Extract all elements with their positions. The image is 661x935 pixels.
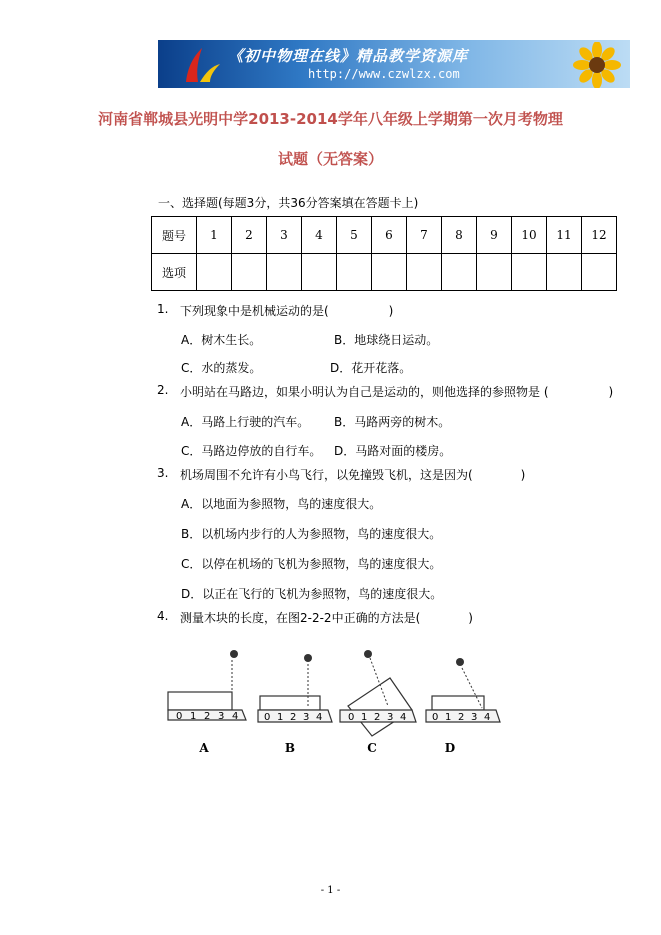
question-1-option-c: C．水的蒸发。 — [181, 361, 262, 375]
ruler-tick-label: 1 — [445, 712, 452, 723]
answer-cell — [302, 254, 337, 291]
ruler-tick-label: 3 — [303, 712, 310, 723]
ruler-tick-label: 3 — [218, 711, 225, 722]
answer-cell — [547, 254, 582, 291]
answer-table — [151, 216, 617, 291]
table-cell: 5 — [337, 217, 372, 254]
question-3-number: 3. — [157, 466, 169, 480]
table-header-cell: 选项 — [152, 254, 197, 291]
question-1-option-a: A．树木生长。 — [181, 333, 262, 347]
answer-cell — [337, 254, 372, 291]
page-title-line1: 河南省郸城县光明中学2013-2014学年八年级上学期第一次月考物理 — [98, 110, 563, 128]
table-cell: 1 — [197, 217, 232, 254]
table-row — [152, 254, 617, 291]
table-cell: 6 — [372, 217, 407, 254]
figure-option-a — [168, 650, 246, 755]
answer-cell — [407, 254, 442, 291]
answer-cell — [512, 254, 547, 291]
section-heading: 一、选择题(每题3分，共36分答案填在答题卡上) — [158, 196, 419, 210]
question-1-option-d: D．花开花落。 — [330, 361, 412, 375]
ruler-tick-label: 0 — [348, 712, 355, 723]
table-cell: 7 — [407, 217, 442, 254]
ruler-tick-label: 0 — [176, 711, 183, 722]
answer-cell — [232, 254, 267, 291]
question-4-stem: 测量木块的长度，在图2-2-2中正确的方法是( ) — [180, 611, 473, 625]
ruler-tick-label: 2 — [458, 712, 465, 723]
table-cell: 11 — [547, 217, 582, 254]
question-2-number: 2. — [157, 383, 169, 397]
question-3-option-c: C．以停在机场的飞机为参照物，鸟的速度很大。 — [181, 557, 442, 571]
question-3-option-a: A．以地面为参照物，鸟的速度很大。 — [181, 497, 382, 511]
figure-label: B — [284, 741, 296, 755]
ruler-tick-label: 2 — [204, 711, 211, 722]
question-3-option-d: D．以正在飞行的飞机为参照物，鸟的速度很大。 — [181, 587, 443, 601]
question-3-option-b: B．以机场内步行的人为参照物，鸟的速度很大。 — [181, 527, 442, 541]
question-2-option-a: A．马路上行驶的汽车。 — [181, 415, 310, 429]
answer-cell — [197, 254, 232, 291]
eye-icon — [456, 658, 464, 666]
figure-option-d — [426, 658, 500, 755]
question-2-option-b: B．马路两旁的树木。 — [334, 415, 451, 429]
banner-title: 《初中物理在线》精品教学资源库 — [228, 47, 469, 65]
ruler-tick-label: 0 — [432, 712, 439, 723]
question-3-stem: 机场周围不允许有小鸟飞行，以免撞毁飞机，这是因为( ) — [180, 468, 526, 482]
question-1-stem: 下列现象中是机械运动的是( ) — [180, 304, 394, 318]
ruler-tick-label: 4 — [316, 712, 323, 723]
eye-icon — [304, 654, 312, 662]
table-cell: 9 — [477, 217, 512, 254]
figure-option-b — [258, 654, 332, 755]
ruler-tick-label: 1 — [361, 712, 368, 723]
ruler-tick-label: 4 — [400, 712, 407, 723]
ruler-tick-label: 0 — [264, 712, 271, 723]
sunflower-icon — [563, 42, 627, 88]
page-number: - 1 - — [320, 885, 341, 896]
eye-icon — [364, 650, 372, 658]
ruler-tick-label: 1 — [277, 712, 284, 723]
table-cell: 3 — [267, 217, 302, 254]
answer-cell — [267, 254, 302, 291]
ruler-tick-label: 2 — [374, 712, 381, 723]
table-cell: 12 — [582, 217, 617, 254]
table-cell: 4 — [302, 217, 337, 254]
question-2-option-d: D．马路对面的楼房。 — [334, 444, 452, 458]
eye-icon — [230, 650, 238, 658]
ruler-tick-label: 4 — [484, 712, 491, 723]
ruler-tick-label: 4 — [232, 711, 239, 722]
answer-cell — [582, 254, 617, 291]
table-row — [152, 217, 617, 254]
logo-icon — [176, 44, 224, 86]
question-4-number: 4. — [157, 609, 169, 623]
header-banner — [158, 40, 630, 88]
figure-label: D — [444, 741, 456, 755]
ruler-tick-label: 3 — [471, 712, 478, 723]
ruler-tick-label: 1 — [190, 711, 197, 722]
banner-url: http://www.czwlzx.com — [308, 67, 460, 81]
answer-cell — [442, 254, 477, 291]
answer-cell — [372, 254, 407, 291]
question-2-stem: 小明站在马路边，如果小明认为自己是运动的，则他选择的参照物是 ( ) — [180, 385, 614, 399]
figure-label: A — [199, 741, 209, 755]
table-header-cell: 题号 — [152, 217, 197, 254]
question-1-option-b: B．地球绕日运动。 — [334, 333, 439, 347]
page-title-line2: 试题（无答案） — [277, 150, 383, 168]
ruler-figure — [160, 640, 510, 765]
table-cell: 2 — [232, 217, 267, 254]
question-1-number: 1. — [157, 302, 169, 316]
table-cell: 8 — [442, 217, 477, 254]
table-cell: 10 — [512, 217, 547, 254]
figure-option-c — [340, 650, 416, 755]
question-2-option-c: C．马路边停放的自行车。 — [181, 444, 322, 458]
answer-cell — [477, 254, 512, 291]
ruler-tick-label: 2 — [290, 712, 297, 723]
ruler-tick-label: 3 — [387, 712, 394, 723]
figure-label: C — [367, 741, 377, 755]
